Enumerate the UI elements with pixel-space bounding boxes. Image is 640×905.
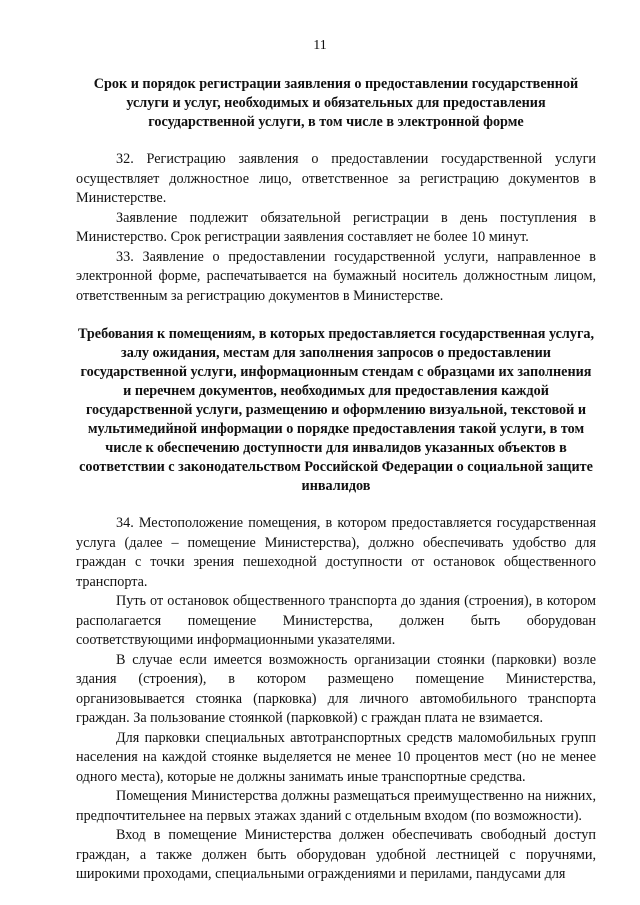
paragraph: 34. Местоположение помещения, в котором предоставляется государственная услуга (далее – помещение Министерства), должно обеспечивать удобство для граждан с точки зрения пешеходной доступности от остановок общественного транспорта.	[76, 515, 596, 590]
paragraph: Вход в помещение Министерства должен обеспечивать свободный доступ граждан, а также должен быть оборудован удобной лестницей с поручнями, широкими проходами, специальными ограждениями и перилами, пандусами для	[76, 827, 596, 882]
section-heading-registration: Срок и порядок регистрации заявления о предоставлении государственной услуги и услуг, необходимых и обязательных для предоставления государственной услуги, в том числе в электронной форме	[93, 76, 579, 130]
page-content	[76, 75, 596, 885]
page-number: 11	[313, 38, 327, 53]
paragraph: Помещения Министерства должны размещаться преимущественно на нижних, предпочтительнее на первых этажах зданий с отдельным входом (по возможности).	[76, 788, 596, 824]
paragraph: 32. Регистрацию заявления о предоставлении государственной услуги осуществляет должностное лицо, ответственное за регистрацию документов в Министерстве.	[76, 151, 596, 206]
paragraph: Для парковки специальных автотранспортных средств маломобильных групп населения на каждой стоянке выделяется не менее 10 процентов мест (но не менее одного места), которые не должны занимать иные транспортные средства.	[76, 729, 596, 785]
paragraph: Заявление подлежит обязательной регистрации в день поступления в Министерство. Срок регистрации заявления составляет не более 10 минут.	[76, 209, 596, 245]
section-heading-premises-requirements: Требования к помещениям, в которых предоставляется государственная услуга, залу ожидания, местам для заполнения запросов о предоставлении государственной услуги, информационным стендам с образцами их заполнения и перечнем документов, необходимых для предоставления каждой государственной услуги, размещению и оформлению визуальной, текстовой и мультимедийной информации о порядке предоставления такой услуги, в том числе к обеспечению доступности для инвалидов указанных объектов в соответствии с законодательством Российской Федерации о социальной защите инвалидов	[77, 326, 595, 494]
paragraph: Путь от остановок общественного транспорта до здания (строения), в котором располагается помещение Министерства, должен быть оборудован соответствующими информационными указателями.	[76, 593, 596, 648]
paragraph: 33. Заявление о предоставлении государственной услуги, направленное в электронной форме, распечатывается на бумажный носитель должностным лицом, ответственным за регистрацию документов в Министерстве.	[76, 248, 596, 304]
paragraph: В случае если имеется возможность организации стоянки (парковки) возле здания (строения), в котором размещено помещение Министерства, организовывается стоянка (парковка) для личного автомобильного транспорта граждан. За пользование стоянкой (парковкой) с граждан плата не взимается.	[76, 651, 596, 726]
